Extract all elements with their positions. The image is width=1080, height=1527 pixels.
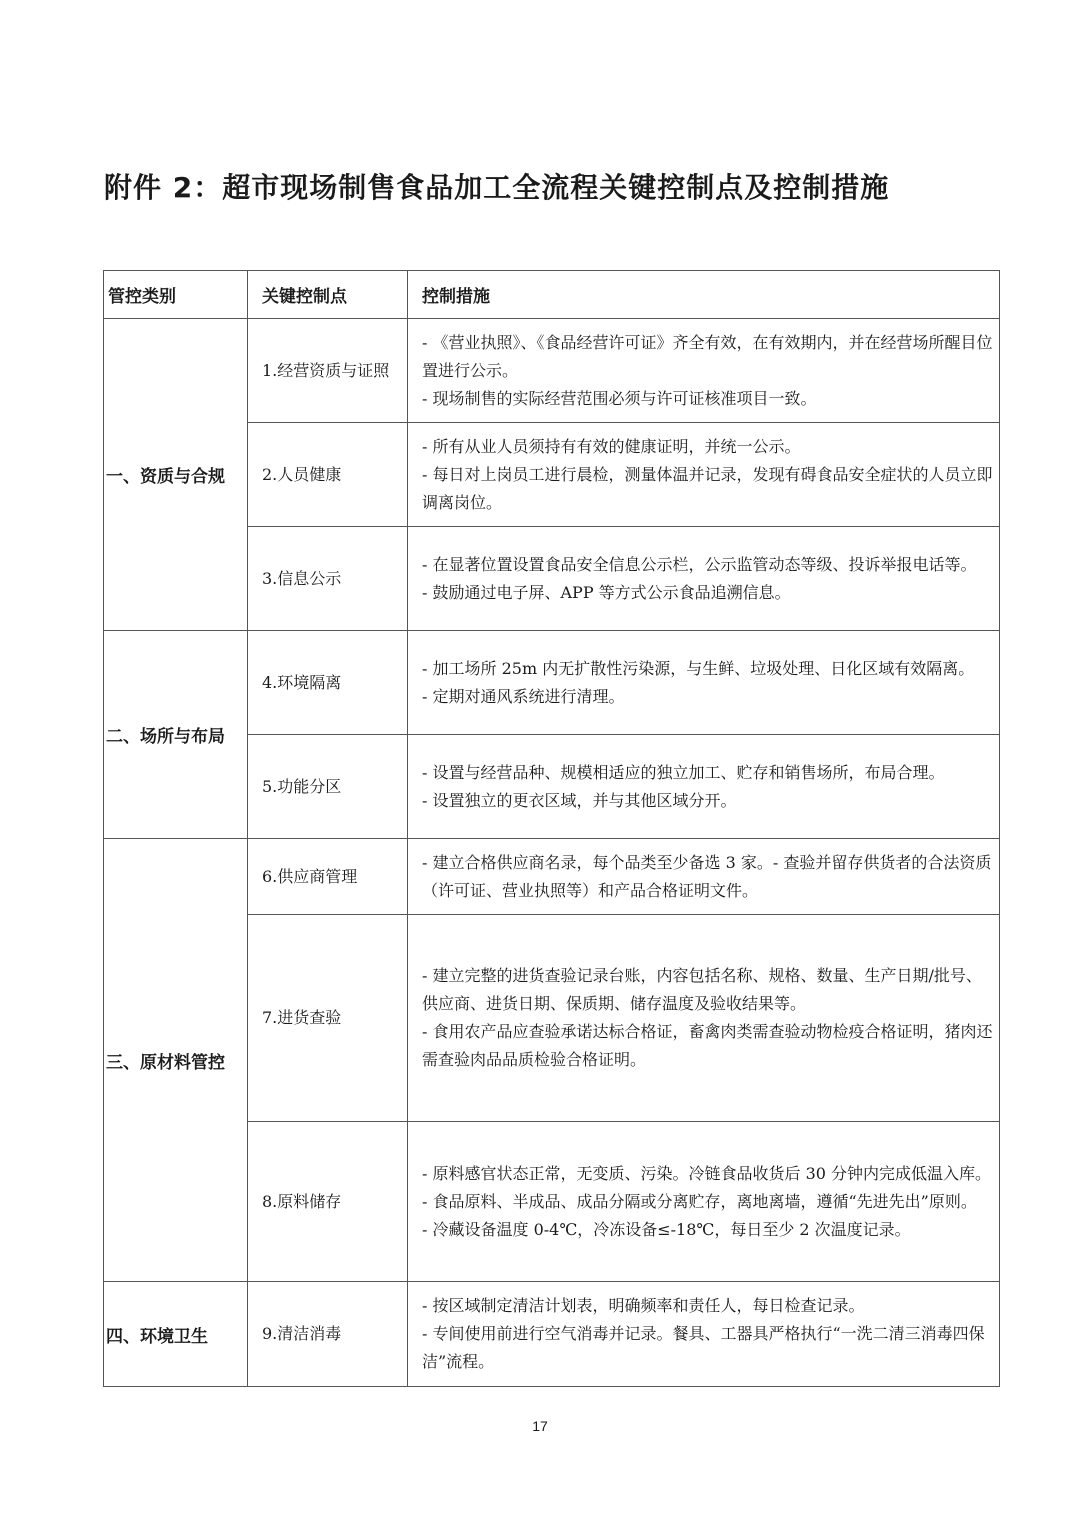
table-row [104, 839, 1000, 915]
measure-line: - 原料感官状态正常，无变质、污染。冷链食品收货后 30 分钟内完成低温入库。 [422, 1163, 992, 1183]
table-row [104, 1282, 1000, 1387]
measure-line: - 食用农产品应查验承诺达标合格证，畜禽肉类需查验动物检疫合格证明，猪肉还需查验肉品品质检验合格证明。 [422, 1022, 993, 1069]
key-point-cell: 5.功能分区 [248, 735, 408, 839]
measure-line: - 建立完整的进货查验记录台账，内容包括名称、规格、数量、生产日期/批号、供应商、进货日期、保质期、储存温度及验收结果等。 [422, 966, 982, 1013]
page-number: 17 [532, 1418, 548, 1434]
category-cell: 一、资质与合规 [104, 319, 248, 631]
measures-cell [408, 839, 1000, 915]
measure-line: - 设置与经营品种、规模相适应的独立加工、贮存和销售场所，布局合理。 [422, 762, 945, 782]
key-point-cell: 7.进货查验 [248, 915, 408, 1122]
measure-line: - 设置独立的更衣区域，并与其他区域分开。 [422, 790, 737, 810]
measure-line: - 所有从业人员须持有有效的健康证明，并统一公示。 [422, 436, 801, 456]
measures-cell [408, 915, 1000, 1122]
measure-line: - 现场制售的实际经营范围必须与许可证核准项目一致。 [422, 388, 817, 408]
measures-cell [408, 631, 1000, 735]
key-point-cell: 3.信息公示 [248, 527, 408, 631]
key-point-cell: 8.原料储存 [248, 1122, 408, 1282]
measure-line: - 鼓励通过电子屏、APP 等方式公示食品追溯信息。 [422, 582, 791, 602]
table-header-row [104, 271, 1000, 319]
control-points-table [103, 270, 1000, 1387]
table-row [104, 319, 1000, 423]
measure-line: - 在显著位置设置食品安全信息公示栏，公示监管动态等级、投诉举报电话等。 [422, 554, 977, 574]
measure-line: - 专间使用前进行空气消毒并记录。餐具、工器具严格执行“一洗二清三消毒四保洁”流程。 [422, 1324, 985, 1371]
measure-line: - 定期对通风系统进行清理。 [422, 686, 625, 706]
key-point-cell: 4.环境隔离 [248, 631, 408, 735]
measures-cell [408, 319, 1000, 423]
header-category: 管控类别 [104, 271, 248, 319]
measures-cell [408, 1122, 1000, 1282]
key-point-cell: 9.清洁消毒 [248, 1282, 408, 1387]
measures-cell [408, 1282, 1000, 1387]
key-point-cell: 6.供应商管理 [248, 839, 408, 915]
measure-line: - 食品原料、半成品、成品分隔或分离贮存，离地离墙，遵循“先进先出”原则。 [422, 1191, 977, 1211]
measures-cell [408, 527, 1000, 631]
key-point-cell: 2.人员健康 [248, 423, 408, 527]
category-cell: 四、环境卫生 [104, 1282, 248, 1387]
header-key-point: 关键控制点 [248, 271, 408, 319]
measure-line: - 冷藏设备温度 0-4℃，冷冻设备≤-18℃，每日至少 2 次温度记录。 [422, 1219, 911, 1239]
table-row [104, 631, 1000, 735]
measure-line: - 每日对上岗员工进行晨检，测量体温并记录，发现有碍食品安全症状的人员立即调离岗位。 [422, 464, 993, 512]
category-cell: 二、场所与布局 [104, 631, 248, 839]
measures-cell [408, 423, 1000, 527]
category-cell: 三、原材料管控 [104, 839, 248, 1282]
document-title: 附件 2：超市现场制售食品加工全流程关键控制点及控制措施 [104, 171, 890, 204]
measure-line: - 按区域制定清洁计划表，明确频率和责任人，每日检查记录。 [422, 1296, 865, 1315]
measure-line: - 建立合格供应商名录，每个品类至少备选 3 家。- 查验并留存供货者的合法资质（许可证、营业执照等）和产品合格证明文件。 [422, 852, 992, 900]
measure-line: - 《营业执照》、《食品经营许可证》齐全有效，在有效期内，并在经营场所醒目位置进行公示。 [422, 332, 993, 380]
measure-line: - 加工场所 25m 内无扩散性污染源，与生鲜、垃圾处理、日化区域有效隔离。 [422, 658, 975, 678]
measures-cell [408, 735, 1000, 839]
key-point-cell: 1.经营资质与证照 [248, 319, 408, 423]
header-measures: 控制措施 [408, 271, 1000, 319]
